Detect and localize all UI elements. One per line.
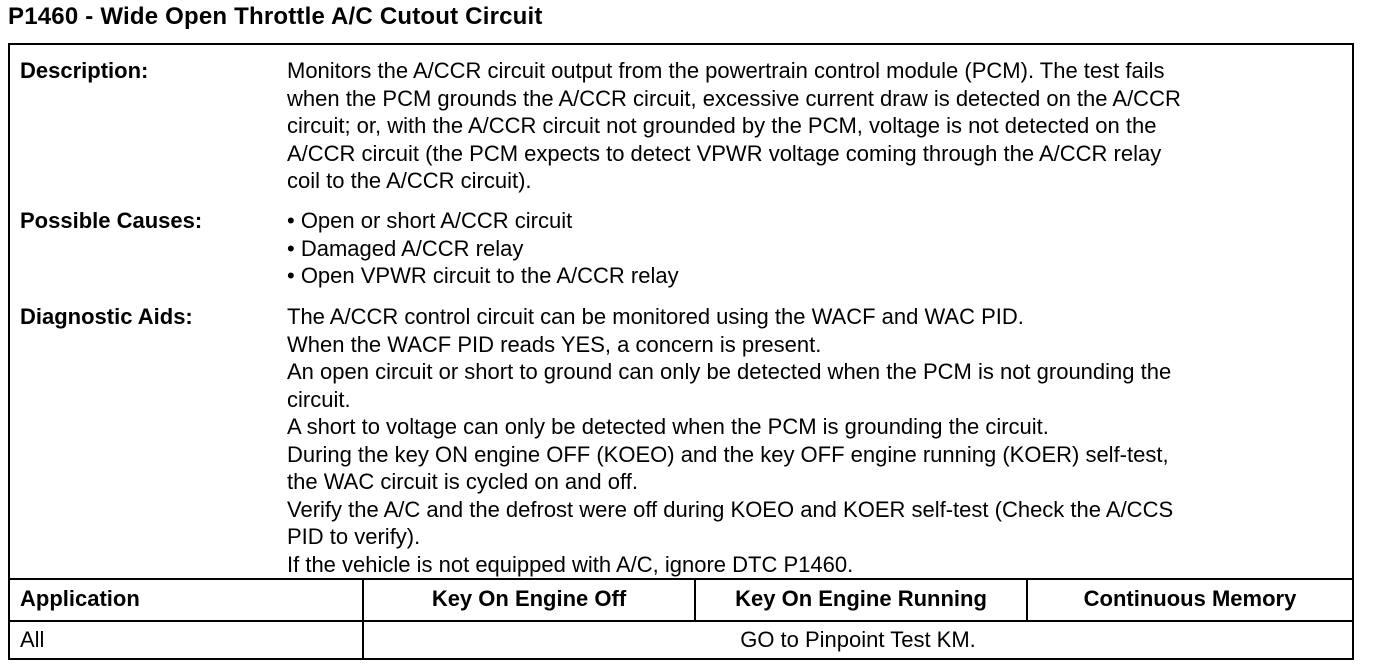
aid-line: If the vehicle is not equipped with A/C, ignore DTC P1460. (287, 551, 854, 577)
cause-item: • Open or short A/CCR circuit (287, 208, 573, 233)
description-text (287, 57, 1347, 195)
page-title: P1460 - Wide Open Throttle A/C Cutout Circuit (8, 3, 543, 30)
aid-line: A short to voltage can only be detected when the PCM is grounding the circuit. (287, 414, 1049, 439)
application-value: All (20, 627, 45, 652)
possible-causes-list (287, 207, 1347, 290)
table-top-border (10, 578, 1352, 580)
cause-item: • Damaged A/CCR relay (287, 235, 524, 261)
header-key-on-engine-running: Key On Engine Running (735, 586, 987, 611)
description-line: A/CCR circuit (the PCM expects to detect VPWR voltage coming through the A/CCR relay (287, 140, 1162, 166)
dtc-document (8, 43, 1354, 660)
diagnostic-aids-text (287, 303, 1347, 578)
header-application: Application (20, 586, 140, 611)
aid-line: the WAC circuit is cycled on and off. (287, 469, 638, 494)
description-label: Description: (20, 58, 149, 83)
description-line: when the PCM grounds the A/CCR circuit, excessive current draw is detected on the A/CCR (287, 85, 1181, 111)
aid-line: An open circuit or short to ground can only be detected when the PCM is not grounding the (287, 359, 1172, 384)
diagnostic-aids-label: Diagnostic Aids: (20, 304, 193, 329)
cause-item: • Open VPWR circuit to the A/CCR relay (287, 263, 679, 288)
header-key-on-engine-off: Key On Engine Off (431, 586, 627, 611)
table-row-divider (10, 620, 1352, 622)
aid-line: PID to verify). (287, 524, 421, 549)
aid-line: When the WACF PID reads YES, a concern is present. (287, 331, 822, 357)
aid-line: The A/CCR control circuit can be monitored using the WACF and WAC PID. (287, 304, 1024, 329)
description-line: circuit; or, with the A/CCR circuit not grounded by the PCM, voltage is not detected on the (287, 113, 1157, 138)
description-line: coil to the A/CCR circuit). (287, 168, 532, 193)
aid-line: During the key ON engine OFF (KOEO) and the key OFF engine running (KOER) self-test, (287, 441, 1169, 467)
pinpoint-test-action: GO to Pinpoint Test KM. (740, 627, 976, 652)
aid-line: circuit. (287, 386, 351, 412)
description-line: Monitors the A/CCR circuit output from the powertrain control module (PCM). The test fails (287, 58, 1165, 83)
possible-causes-label: Possible Causes: (20, 208, 203, 233)
header-continuous-memory: Continuous Memory (1083, 586, 1297, 611)
aid-line: Verify the A/C and the defrost were off during KOEO and KOER self-test (Check the A/CCS (287, 496, 1174, 522)
